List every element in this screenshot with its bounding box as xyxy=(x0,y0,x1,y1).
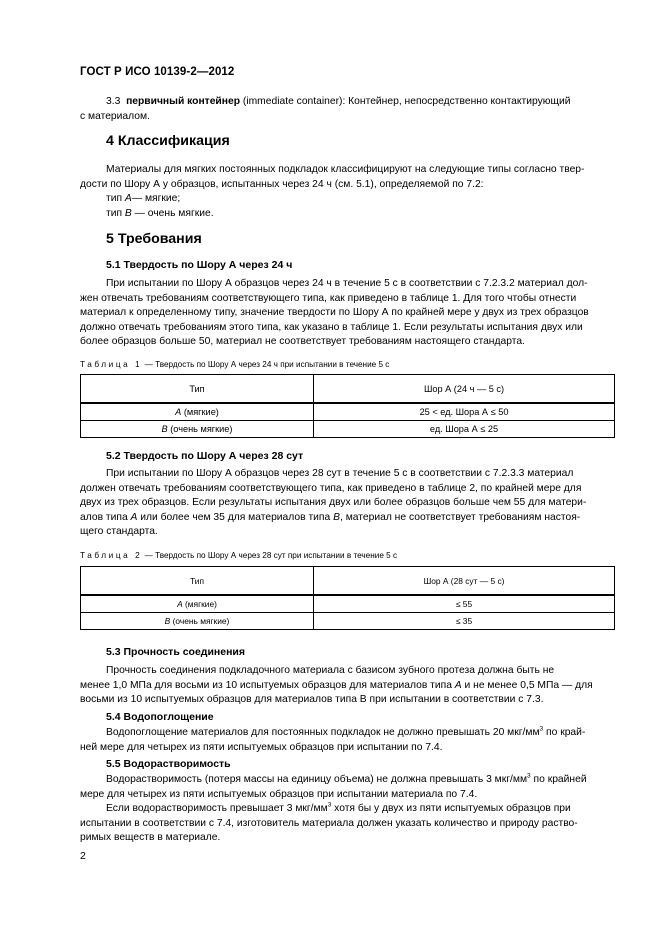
table-row xyxy=(81,421,615,438)
table-2-title: — Твердость по Шору А через 28 сут при испытании в течение 5 с xyxy=(142,551,398,560)
section-5-1-line: материал к определенному типу, значение твердости по Шору А по крайней мере у двух из трех образцов xyxy=(80,307,589,319)
section-5-1-line: более образцов больше 50, материал не соответствует требованиям настоящего стандарта. xyxy=(80,336,525,348)
section-5-1-line: При испытании по Шору А образцов через 24 ч в течение 5 с в соответствии с 7.2.3.2 материал дол- xyxy=(106,278,588,289)
text-run: алов типа xyxy=(80,511,131,523)
type-a-item xyxy=(80,192,615,207)
text-run: по край- xyxy=(543,727,586,738)
section-5-2-line xyxy=(80,511,615,526)
text-run: или более чем 35 для материалов типа xyxy=(137,511,334,523)
definition-text-end: с материалом. xyxy=(80,110,150,122)
section-4-line1: Материалы для мягких постоянных подкладок классифицируют на следующие типы согласно твер- xyxy=(106,164,585,175)
table-2-caption xyxy=(80,551,397,560)
defined-term: первичный контейнер xyxy=(126,96,241,107)
table-1-caption xyxy=(80,360,389,369)
table-cell-value: ед. Шора А ≤ 25 xyxy=(314,421,615,438)
section-5-5-line: римых веществ в материале. xyxy=(80,832,221,844)
table-row xyxy=(81,613,615,630)
type-a-letter: А xyxy=(124,193,132,205)
text-run: по крайней xyxy=(530,774,587,785)
section-5-1-line: должно отвечать требованиям этого типа, как указано в таблице 1. Если результаты испытания двух или xyxy=(80,321,583,333)
type-a-prefix: тип xyxy=(106,193,125,205)
table-header-cell: Шор А (28 сут — 5 с) xyxy=(314,567,615,596)
section-5-3-body xyxy=(80,664,615,708)
table-header-cell: Шор А (24 ч — 5 с) xyxy=(314,375,615,404)
table-row xyxy=(81,595,615,613)
section-5-5-line xyxy=(80,802,615,817)
superscript: 3 xyxy=(539,725,544,733)
table-header-cell: Тип xyxy=(81,375,314,404)
section-5-2-line: При испытании по Шору А образцов через 28 сут в течение 5 с в соответствии с 7.2.3.3 материал xyxy=(106,468,574,479)
type-desc: (очень мягкие) xyxy=(170,616,230,626)
type-letter: А xyxy=(130,511,138,523)
type-desc: (очень мягкие) xyxy=(167,424,233,434)
section-3-3-line1 xyxy=(80,95,615,110)
table-header-cell: Тип xyxy=(81,567,314,596)
section-5-3-line xyxy=(80,679,615,694)
type-desc: (мягкие) xyxy=(182,599,217,609)
type-b-prefix: тип xyxy=(106,207,125,219)
section-5-2-heading: 5.2 Твердость по Шору А через 28 сут xyxy=(106,450,304,462)
table-cell-type xyxy=(81,613,314,630)
text-run: и не менее 0,5 МПа — для xyxy=(461,679,593,691)
page-number: 2 xyxy=(80,850,86,862)
type-b-desc: — очень мягкие. xyxy=(131,207,214,219)
section-5-5-line xyxy=(80,773,615,788)
section-5-4-heading: 5.4 Водопоглощение xyxy=(106,711,214,723)
type-letter: В xyxy=(164,616,171,626)
section-5-2-line: щего стандарта. xyxy=(80,526,158,538)
document-header: ГОСТ Р ИСО 10139-2—2012 xyxy=(80,66,235,78)
type-b-item xyxy=(80,207,615,222)
table-cell-value: 25 < ед. Шора А ≤ 50 xyxy=(314,403,615,421)
text-run: Водорастворимость (потеря массы на единицу объема) не должна превышать 3 мкг/мм xyxy=(106,774,528,785)
section-5-1-body xyxy=(80,277,615,350)
clause-number: 3.3 xyxy=(106,96,121,107)
section-5-3-line: восьми из 10 испытуемых образцов для материалов типа В при испытании в соответствии с 7.3. xyxy=(80,694,544,706)
section-3-3 xyxy=(80,95,615,124)
table-cell-type xyxy=(81,421,314,438)
section-5-2-body xyxy=(80,467,615,540)
table-2-label: Таблица 2 xyxy=(80,551,143,560)
section-5-heading: 5 Требования xyxy=(106,231,202,247)
section-5-5-body xyxy=(80,773,615,846)
type-letter: А xyxy=(175,407,182,417)
table-header-row xyxy=(81,567,615,596)
text-run: , материал не соответствует требованиям настоя- xyxy=(339,511,581,523)
table-cell-value: ≤ 55 xyxy=(314,595,615,613)
text-run: менее 1,0 МПа для восьми из 10 испытуемых образцов для материалов типа xyxy=(80,679,455,691)
superscript: 3 xyxy=(327,801,332,809)
type-letter: В xyxy=(333,511,340,523)
text-run: Водопоглощение материалов для постоянных подкладок не должно превышать 20 мкг/мм xyxy=(106,727,540,738)
table-cell-type xyxy=(81,595,314,613)
type-letter: В xyxy=(161,424,168,434)
section-4-body xyxy=(80,163,615,221)
superscript: 3 xyxy=(527,772,531,780)
section-5-5-heading: 5.5 Водорастворимость xyxy=(106,758,231,770)
table-2 xyxy=(80,566,615,630)
table-cell-type xyxy=(81,403,314,421)
table-header-row xyxy=(81,375,615,404)
text-run: хотя бы у двух из пяти испытуемых образцов при xyxy=(331,803,571,815)
table-row xyxy=(81,403,615,421)
definition-text: (immediate container): Контейнер, непосредственно контактирующий xyxy=(242,96,571,107)
section-5-3-line: Прочность соединения подкладочного материала с базисом зубного протеза должна быть не xyxy=(106,665,555,676)
table-1-title: — Твердость по Шору А через 24 ч при испытании в течение 5 с xyxy=(142,360,390,369)
section-5-3-heading: 5.3 Прочность соединения xyxy=(106,646,246,658)
type-desc: (мягкие) xyxy=(181,407,219,417)
type-a-desc: — мягкие; xyxy=(131,193,181,205)
section-4-heading: 4 Классификация xyxy=(106,133,230,149)
section-5-2-line: двух из трех образцов. Если результаты испытания двух или более образцов больше чем 55 для матери- xyxy=(80,497,587,509)
section-5-4-line xyxy=(80,726,615,741)
section-4-line2: дости по Шору А у образцов, испытанных через 24 ч (см. 5.1), определяемой по 7.2: xyxy=(80,178,484,190)
table-1 xyxy=(80,374,615,438)
type-letter: А xyxy=(454,679,462,691)
section-5-1-line: жен отвечать требованиям соответствующего типа, как приведено в таблице 1. Для того чтобы отнести xyxy=(80,292,577,304)
table-1-label: Таблица 1 xyxy=(80,360,143,369)
section-5-4-line: ней мере для четырех из пяти испытуемых образцов при испытании по 7.4. xyxy=(80,741,443,753)
section-5-5-line: мере для четырех из пяти испытуемых образцов при испытании материала по 7.4. xyxy=(80,788,478,800)
type-b-letter: В xyxy=(124,207,132,219)
text-run: Если водорастворимость превышает 3 мкг/мм xyxy=(106,803,328,815)
type-letter: А xyxy=(177,599,183,609)
section-5-2-line: должен отвечать требованиям соответствующего типа, как приведено в таблице 2, по крайней мере для xyxy=(80,482,582,494)
table-cell-value: ≤ 35 xyxy=(314,613,615,630)
section-5-5-line: испытании в соответствии с 7.4, изготовитель материала должен указать количество и природу раство- xyxy=(80,817,578,829)
section-5-4-body xyxy=(80,726,615,755)
section-5-1-heading: 5.1 Твердость по Шору А через 24 ч xyxy=(106,259,293,271)
